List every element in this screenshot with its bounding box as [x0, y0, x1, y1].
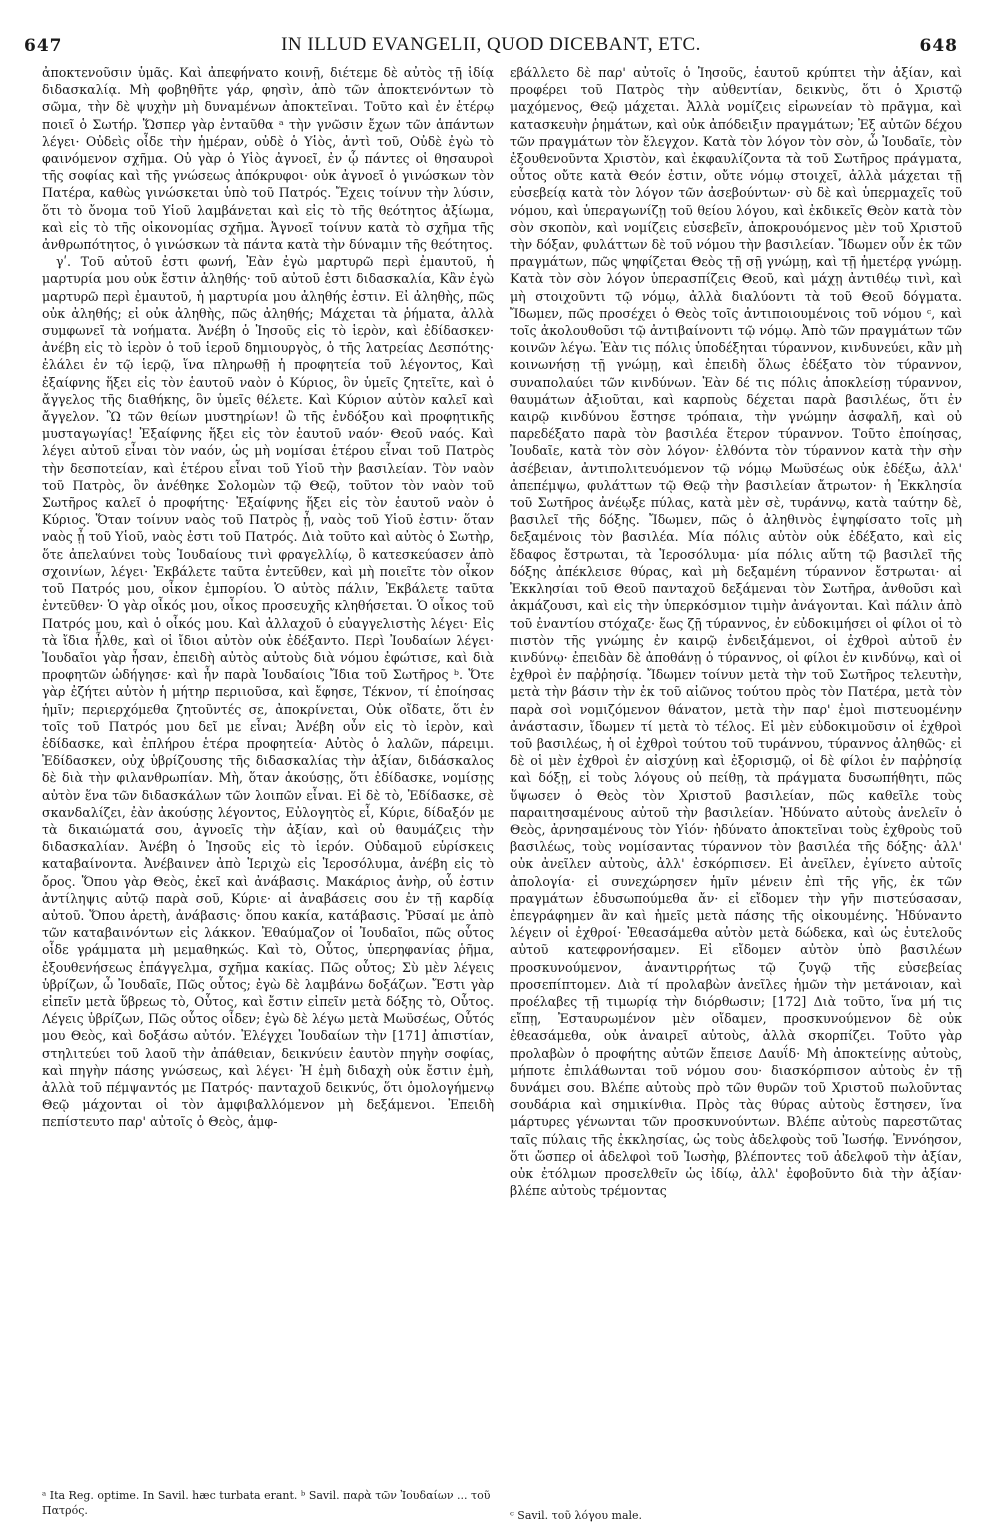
footnotes-right: ᶜ Savil. τοῦ λόγου male.	[510, 1509, 643, 1522]
left-paragraph-1: ἀποκτενοῦσιν ὑμᾶς. Καὶ ἀπεφήνατο κοινῇ, διέτεμε δὲ αὐτὸς τῇ ἰδίᾳ διδασκαλίᾳ. Μὴ φοβηθῆτε γάρ, φησὶν, ἀπὸ τῶν ἀποκτενόντων τὸ σῶμα, τὴν δὲ ψυχὴν μὴ δυναμένων ἀποκτεῖναι. Τοῦτο καὶ ἐν ἑτέρῳ ποιεῖ ὁ Σωτήρ. Ὥσπερ γὰρ ἐνταῦθα ᵃ τὴν γνῶσιν ἔχων τῶν ἁπάντων λέγει· Οὐδεὶς οἶδε τὴν ἡμέραν, οὐδὲ ὁ Υἱὸς, ἀντὶ τοῦ, Οὐδὲ ἐγὼ τὸ φαινόμενον σχῆμα. Οὐ γὰρ ὁ Υἱὸς ἀγνοεῖ, ἐν ᾧ πάντες οἱ θησαυροὶ τῆς σοφίας καὶ τῆς γνώσεως ἀπόκρυφοι· οὐκ ἀγνοεῖ ὁ γινώσκων τὸν Πατέρα, καθὼς γινώσκεται ὑπὸ τοῦ Πατρός. Ἔχεις τοίνυν τὴν λύσιν, ὅτι τὸ ὄνομα τοῦ Υἱοῦ λαμβάνεται καὶ εἰς τὸ τῆς θεότητος ἀξίωμα, καὶ εἰς τὸ τῆς οἰκονομίας σχῆμα. Ἀγνοεῖ τοίνυν κατὰ τὸ σχῆμα τῆς ἀνθρωπότητος, ὁ γινώσκων τὰ πάντα κατὰ τὴν δύναμιν τῆς θεότητος.	[42, 65, 494, 253]
page-number-left: 647	[24, 36, 63, 56]
page-number-right: 648	[919, 36, 958, 56]
left-column	[42, 64, 494, 1131]
right-paragraph-1: εβάλλετο δὲ παρ' αὐτοῖς ὁ Ἰησοῦς, ἑαυτοῦ κρύπτει τὴν ἀξίαν, καὶ προφέρει τοῦ Πατρὸς τὴν αὐθεντίαν, δεικνὺς, ὅτι ὁ Χριστῷ μαχόμενος, Θεῷ μάχεται. Ἀλλὰ νομίζεις εἰρωνείαν τὸ πρᾶγμα, καὶ κατασκευὴν ῥημάτων, καὶ οὐκ ἀπόδειξιν πραγμάτων; Ἐξ αὐτῶν δέχου τῶν πραγμάτων τὸν ἔλεγχον. Κατὰ τὸν λόγον τὸν σὸν, ὦ Ἰουδαῖε, τὸν ἐξουθενοῦντα Χριστὸν, καὶ ἐκφαυλίζοντα τὰ τοῦ Σωτῆρος πράγματα, οὗτος οὔτε κατὰ Θεόν ἐστιν, οὔτε νόμῳ στοιχεῖ, ἀλλὰ μάχεται τῇ εὐσεβείᾳ κατὰ τὸν λόγον τῶν ἀσεβούντων· σὺ δὲ καὶ ὑπερμαχεῖς τοῦ νόμου, καὶ ὑπεραγωνίζῃ τοῦ θείου λόγου, καὶ ἐκδικεῖς Θεὸν κατὰ τὸν σὸν σκοπὸν, καὶ νομίζεις εὐσεβεῖν, ἀποκρουόμενος μὲν τοῦ Χριστοῦ τὴν δόξαν, φυλάττων δὲ τοῦ νόμου τὴν βασιλείαν. Ἴδωμεν οὖν ἐκ τῶν πραγμάτων, πῶς ψηφίζεται Θεὸς τῇ σῇ γνώμῃ, καὶ τῇ ἡμετέρᾳ γνώμῃ. Κατὰ τὸν σὸν λόγον ὑπερασπίζεις Θεοῦ, καὶ μάχῃ ἀντιθέῳ τινὶ, καὶ μὴ στοιχοῦντι τῷ νόμῳ, ἀλλὰ διαλύοντι τὰ τοῦ Θεοῦ δόγματα. Ἴδωμεν, πῶς προσέχει ὁ Θεὸς τοῖς ἀντιποιουμένοις τοῦ νόμου ᶜ, καὶ τοῖς ἀκολουθοῦσι τῷ ἀντιβαίνοντι τῷ νόμῳ. Ἀπὸ τῶν πραγμάτων τῶν κοινῶν λέγω. Ἐὰν τις πόλις ὑποδέξηται τύραννον, κινδυνεύει, κἂν μὴ κοινωνήσῃ τῇ γνώμῃ, καὶ ἐπειδὴ ὅλως ἐδέξατο τὸν τύραννον, συναπολαύει τῶν κινδύνων. Ἐὰν δέ τις πόλις ἀποκλείσῃ τύραννον, θαυμάτων ἀξιοῦται, καὶ καρποὺς δέχεται παρὰ βασιλέως, ὅτι ἐν καιρῷ κινδύνου ἔστησε τρόπαια, τὴν γνώμην ἀσφαλῆ, καὶ οὐ παρεδέξατο παρὰ τὸν βασιλέα ἕτερον τύραννον. Τοῦτο ἐποίησας, Ἰουδαῖε, κατὰ τὸν σὸν λόγον· ἐλθόντα τὸν τύραννον κατὰ τὴν σὴν ἀσέβειαν, ἀντιπολιτευόμενον τῷ νόμῳ Μωϋσέως οὐκ ἐδέξω, ἀλλ' ἀπεπέμψω, φυλάττων τῷ Θεῷ τὴν βασιλείαν ἄτρωτον· ἡ Ἐκκλησία τοῦ Σωτῆρος ἀνέῳξε πύλας, κατὰ μὲν σὲ, τυράννῳ, κατὰ ταύτην δὲ, βασιλεῖ τῆς δόξης. Ἴδωμεν, πῶς ὁ ἀληθινὸς ἐψηφίσατο τοῖς μὴ δεξαμένοις τὸν βασιλέα. Μία πόλις αὐτὸν οὐκ ἐδέξατο, καὶ εἰς ἔδαφος ἔστρωται, τὰ Ἱεροσόλυμα· μία πόλις αὕτη τῷ βασιλεῖ τῆς δόξης ἀπέκλεισε θύρας, καὶ μὴ δεξαμένη τύραννον ἔστρωται· αἱ Ἐκκλησίαι τοῦ Θεοῦ πανταχοῦ δεξάμεναι τὸν Σωτῆρα, ἀνθοῦσι καὶ ἀκμάζουσι, καὶ εἰς τὴν ὑπερκόσμιον τιμὴν ἀνάγονται. Καὶ πάλιν ἀπὸ τοῦ ἐναντίου στόχαζε· ἕως ζῇ τύραννος, ἐν εὐδοκιμήσει οἱ φίλοι οἱ τὸ πιστὸν τῆς γνώμης ἐν καιρῷ ἐνδειξάμενοι, οἱ ἐχθροὶ αὐτοῦ ἐν κινδύνῳ· ἐπειδὰν δὲ ἀποθάνῃ ὁ τύραννος, οἱ φίλοι ἐν κινδύνῳ, καὶ οἱ ἐχθροὶ ἐν παῤῥησίᾳ. Ἴδωμεν τοίνυν μετὰ τὴν τοῦ Σωτῆρος τελευτὴν, μετὰ τὴν βάσιν τὴν ἐκ τοῦ αἰῶνος τούτου πρὸς τὸν Πατέρα, μετὰ τὸν παρὰ σοὶ νομιζόμενον θάνατον, μετὰ τὴν παρ' ἐμοὶ πιστευομένην ἀνάστασιν, ἴδωμεν τί μετὰ τὸ τέλος. Εἰ μὲν εὐδοκιμοῦσιν οἱ ἐχθροὶ τοῦ βασιλέως, ἡ οἱ ἐχθροὶ τούτου τοῦ τυράννου, τύραννος ἀληθῶς· εἰ δὲ οἱ μὲν ἐχθροὶ ἐν αἰσχύνῃ καὶ ἐξορισμῷ, οἱ δὲ φίλοι ἐν παῤῥησίᾳ καὶ δόξῃ, εἰ τοὺς λόγους οὐ πείθῃ, τὰ πράγματα δυσωπήθητι, πῶς ὕψωσεν ὁ Θεὸς τὸν Χριστοῦ βασιλείαν, πῶς καθεῖλε τοὺς παραιτησαμένους αὐτοῦ τὴν βασιλείαν. Ἠδύνατο αὐτοὺς ἀνελεῖν ὁ Θεὸς, ἀρνησαμένους τὸν Υἱόν· ἠδύνατο ἀποκτεῖναι τοὺς ἐχθροὺς τοῦ βασιλέως, τοὺς νομίσαντας τύραννον τὸν βασιλέα τῆς δόξης· ἀλλ' οὐκ ἀνεῖλεν αὐτοὺς, ἀλλ' ἐσκόρπισεν. Εἰ ἀνεῖλεν, ἐγίνετο αὐτοῖς ἀπολογία· εἰ συνεχώρησεν ἡμῖν μένειν ἐπὶ τῆς γῆς, ἐκ τῶν πραγμάτων ἐδυσωπούμεθα ἄν· εἰ εἴδομεν τὴν γῆν πιστεύσασαν, ἐπεγράφημεν ἂν καὶ ἡμεῖς μετὰ πάσης τῆς οἰκουμένης. Ἠδύναντο λέγειν οἱ ἐχθροί· Ἐθεασάμεθα αὐτὸν μετὰ δώδεκα, καὶ ὡς ἐυτελοῦς αὐτοῦ κατεφρονήσαμεν. Εἰ εἴδομεν αὐτὸν ὑπὸ βασιλέων προσκυνούμενον, ἀναντιρρήτως τῷ ζυγῷ τῆς εὐσεβείας προσεπίπτομεν. Διὰ τί προλαβὼν ἀνεῖλες ἡμῶν τὴν μετάνοιαν, καὶ προέλαβες τῇ τιμωρίᾳ τὴν διόρθωσιν; [172] Διὰ τοῦτο, ἵνα μή τις εἴπῃ, Ἐσταυρωμένον μὲν οἴδαμεν, προσκυνούμενον δὲ οὐκ ἐθεασάμεθα, οὐκ ἀναιρεῖ αὐτοὺς, ἀλλὰ σκορπίζει. Τοῦτο γὰρ προλαβὼν ὁ προφήτης αὐτῶν ἔπεισε Δαυΐδ· Μὴ ἀποκτείνῃς αὐτοὺς, μήποτε ἐπιλάθωνται τοῦ νόμου σου· διασκόρπισον αὐτοὺς ἐν τῇ δυνάμει σου. Βλέπε αὐτοὺς πρὸ τῶν θυρῶν τοῦ Χριστοῦ πωλοῦντας σουδάρια καὶ σημικίνθια. Πρὸς τὰς θύρας αὐτοὺς ἔστησεν, ἵνα μάρτυρες γένωνται τῶν προσκυνούντων. Βλέπε αὐτοὺς παρεστῶτας ταῖς πύλαις τῆς ἐκκλησίας, ὡς τοὺς ἀδελφοὺς τοῦ Ἰωσήφ. Ἐννόησον, ὅτι ὥσπερ οἱ ἀδελφοὶ τοῦ Ἰωσὴφ, βλέποντες τοῦ ἀδελφοῦ τὴν ἀξίαν, οὐκ ἐτόλμων προσελθεῖν ὡς ἰδίῳ, ἀλλ' ἐφοβοῦντο διὰ τὴν ἀξίαν· βλέπε αὐτοὺς τρέμοντας	[510, 65, 962, 1199]
left-paragraph-2: γʹ. Τοῦ αὐτοῦ ἐστι φωνή, Ἐὰν ἐγὼ μαρτυρῶ περὶ ἐμαυτοῦ, ἡ μαρτυρία μου οὐκ ἔστιν ἀληθής· τοῦ αὐτοῦ ἐστι διδασκαλία, Κἂν ἐγὼ μαρτυρῶ περὶ ἐμαυτοῦ, ἡ μαρτυρία μου ἀληθής ἐστιν. Εἰ ἀληθὴς, πῶς οὐκ ἀληθής; εἰ οὐκ ἀληθὴς, πῶς ἀληθής; Μάχεται τὰ ῥήματα, ἀλλὰ συμφωνεῖ τὰ νοήματα. Ἀνέβη ὁ Ἰησοῦς εἰς τὸ ἱερὸν, καὶ ἐδίδασκεν· ἀνέβη εἰς τὸ ἱερὸν ὁ τοῦ ἱεροῦ δημιουργὸς, ὁ τῆς λατρείας Δεσπότης· ἐλάλει ἐν τῷ ἱερῷ, ἵνα πληρωθῇ ἡ προφητεία τοῦ λέγοντος, Καὶ ἐξαίφνης ἥξει εἰς τὸν ἑαυτοῦ ναὸν ὁ Κύριος, ὃν ὑμεῖς ζητεῖτε, καὶ ὁ ἄγγελος τῆς διαθήκης, ὃν ὑμεῖς θέλετε. Καὶ Κύριον αὐτὸν καλεῖ καὶ ἄγγελον. Ὢ τῶν θείων μυστηρίων! ὢ τῆς ἐνδόξου καὶ προφητικῆς μυσταγωγίας! Ἐξαίφνης ἥξει εἰς τὸν ἑαυτοῦ ναόν· Θεοῦ ναός. Καὶ λέγει αὐτοῦ εἶναι τὸν ναόν, ὡς μὴ νομίσαι ἑτέρου εἶναι τοῦ Πατρὸς τὴν δεσποτείαν, καὶ ἑτέρου εἶναι τοῦ Υἱοῦ τὴν βασιλείαν. Τὸν ναὸν τοῦ Πατρὸς, ὃν ἀνέθηκε Σολομὼν τῷ Θεῷ, τοῦτον τὸν ναὸν τοῦ Σωτῆρος καλεῖ ὁ προφήτης· Ἐξαίφνης ἥξει εἰς τὸν ἑαυτοῦ ναὸν ὁ Κύριος. Ὅταν τοίνυν ναὸς τοῦ Πατρὸς ᾖ, ναὸς τοῦ Υἱοῦ ἐστιν· ὅταν ναὸς ᾖ τοῦ Υἱοῦ, ναὸς ἐστι τοῦ Πατρός. Διὰ τοῦτο καὶ αὐτὸς ὁ Σωτὴρ, ὅτε ἀπελαύνει τοὺς Ἰουδαίους τινὶ φραγελλίῳ, ὃ κατεσκεύασεν ἀπὸ σχοινίων, λέγει· Ἐκβάλετε ταῦτα ἐντεῦθεν, καὶ μὴ ποιεῖτε τὸν οἶκον τοῦ Πατρός μου, οἶκον ἐμπορίου. Ὁ αὐτὸς πάλιν, Ἐκβάλετε ταῦτα ἐντεῦθεν· Ὁ γὰρ οἶκός μου, οἶκος προσευχῆς κληθήσεται. Ὁ οἶκος τοῦ Πατρός μου, καὶ ὁ οἶκός μου. Καὶ ἀλλαχοῦ ὁ εὐαγγελιστὴς λέγει· Εἰς τὰ ἴδια ἦλθε, καὶ οἱ ἴδιοι αὐτὸν οὐκ ἐδέξαντο. Περὶ Ἰουδαίων λέγει· Ἰουδαῖοι γὰρ ἦσαν, ἐπειδὴ αὐτὸς αὐτοὺς διὰ νόμου ἐφώτισε, καὶ διὰ προφητῶν ὡδήγησε· καὶ ἦν παρὰ Ἰουδαίοις Ἴδια τοῦ Σωτῆρος ᵇ. Ὅτε γὰρ ἐζήτει αὐτὸν ἡ μήτηρ περιιοῦσα, καὶ ἔφησε, Τέκνον, τί ἐποίησας ἡμῖν; περιερχόμεθα ζητοῦντές σε, ἀποκρίνεται, Οὐκ οἴδατε, ὅτι ἐν τοῖς τοῦ Πατρός μου δεῖ με εἶναι; Ἀνέβη οὖν εἰς τὸ ἱερὸν, καὶ ἐδίδασκε, καὶ ἐπλήρου ἑτέρα προφητεία· Αὐτὸς ὁ λαλῶν, πάρειμι. Ἐδίδασκεν, οὐχ ὑβρίζουσης τῆς διδασκαλίας τὴν ἀξίαν, διδάσκαλος δὲ διὰ τὴν φιλανθρωπίαν. Μὴ, ὅταν ἀκούσῃς, ὅτι ἐδίδασκε, νομίσῃς αὐτὸν ἕνα τῶν διδασκάλων τῶν λοιπῶν εἶναι. Εἰ δὲ τὸ, Ἐδίδασκε, σὲ σκανδαλίζει, ἐὰν ἀκούσῃς λέγοντος, Εὐλογητὸς εἶ, Κύριε, δίδαξόν με τὰ δικαιώματά σου, ἀγνοεῖς τὴν ἀξίαν, καὶ οὐ θαυμάζεις τὴν διδασκαλίαν. Ἀνέβη ὁ Ἰησοῦς εἰς τὸ ἱερόν. Οὐδαμοῦ εὑρίσκεις καταβαίνοντα. Ἀνέβαινεν ἀπὸ Ἱεριχὼ εἰς Ἱεροσόλυμα, ἀνέβη εἰς τὸ ὄρος. Ὅπου γὰρ Θεὸς, ἐκεῖ καὶ ἀνάβασις. Μακάριος ἀνὴρ, οὗ ἐστιν ἀντίληψις αὐτῷ παρὰ σοῦ, Κύριε· αἱ ἀναβάσεις σου ἐν τῇ καρδίᾳ αὐτοῦ. Ὅπου ἀρετὴ, ἀνάβασις· ὅπου κακία, κατάβασις. Ῥῦσαί με ἀπὸ τῶν καταβαινόντων εἰς λάκκον. Ἐθαύμαζον οἱ Ἰουδαῖοι, πῶς οὗτος οἶδε γράμματα μὴ μεμαθηκώς. Καὶ τὸ, Οὗτος, ὑπερηφανίας ῥῆμα, ἐξουθενήσεως ἐπάγγελμα, σχῆμα κακίας. Πῶς οὗτος; Σὺ μὲν λέγεις ὑβρίζων, ὦ Ἰουδαῖε, Πῶς οὗτος; ἐγὼ δὲ λαμβάνω δοξάζων. Ἔστι γὰρ εἰπεῖν μετὰ ὕβρεως τὸ, Οὗτος, καὶ ἔστιν εἰπεῖν μετὰ δόξης τὸ, Οὗτος. Λέγεις ὑβρίζων, Πῶς οὗτος οἶδεν; ἐγὼ δὲ λέγω μετὰ Μωϋσέως, Οὗτός μου Θεὸς, καὶ δοξάσω αὐτόν. Ἐλέγχει Ἰουδαίων τὴν [171] ἀπιστίαν, στηλιτεύει τοῦ λαοῦ τὴν ἀπάθειαν, δεικνύειν ἑαυτὸν πηγὴν σοφίας, καὶ πηγὴν πάσης γνώσεως, καὶ λέγει· Ἡ ἐμὴ διδαχὴ οὐκ ἔστιν ἐμὴ, ἀλλὰ τοῦ πέμψαντός με Πατρός· πανταχοῦ δεικνύς, ὅτι ὁμολογήμενῳ Θεῷ μάχονται οἱ τὸν ἀμφιβαλλόμενον μὴ δεξάμενοι. Ἐπειδὴ πεπίστευτο παρ' αὐτοῖς ὁ Θεὸς, ἀμφ-	[42, 254, 494, 1130]
page-header	[22, 12, 960, 56]
footnotes-left: ᵃ Ita Reg. optime. In Savil. hæc turbata erant. ᵇ Savil. παρὰ τῶν Ἰουδαίων ... τοῦ Πατρός.	[42, 1489, 491, 1517]
right-column	[510, 64, 962, 1199]
running-title: IN ILLUD EVANGELII, QUOD DICEBANT, ETC.	[281, 34, 701, 55]
